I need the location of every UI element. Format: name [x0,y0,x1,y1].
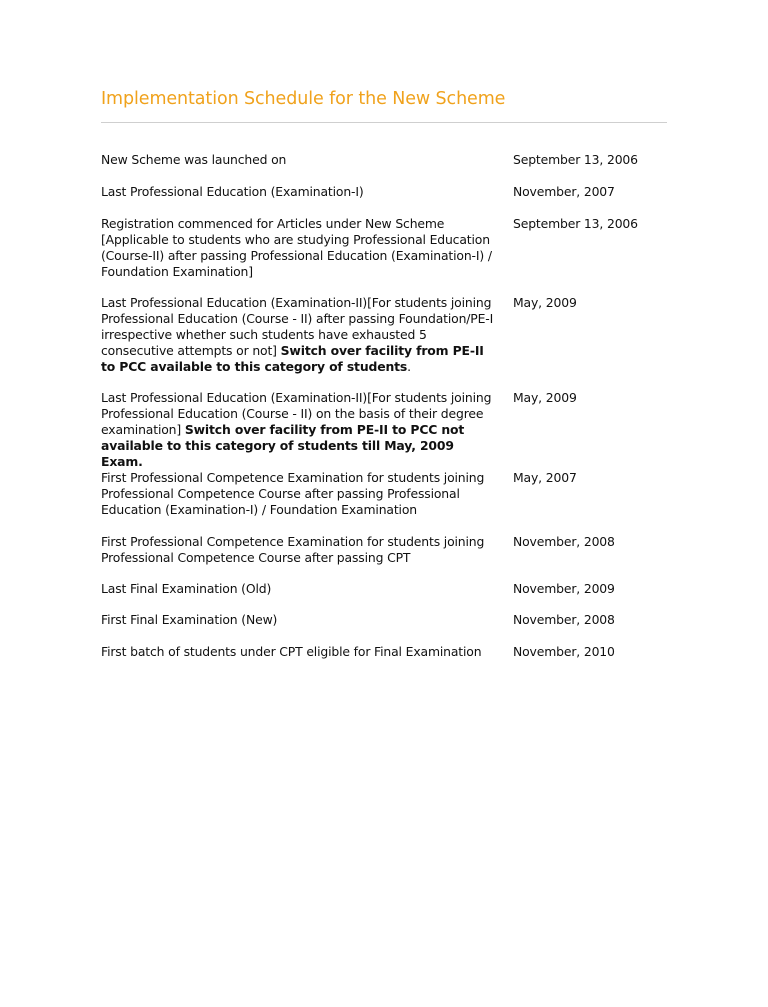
schedule-row [101,581,667,612]
event-description: Registration commenced for Articles under New Scheme [Applicable to students who are studying Professional Education (Course-II) after passing Professional Education (Examination-I) / Foundation Examination] [101,216,492,279]
event-date: September 13, 2006 [513,152,638,167]
event-description: Last Professional Education (Examination-I) [101,184,364,199]
event-date: November, 2010 [513,644,615,659]
event-description: First Final Examination (New) [101,612,278,627]
event-punctuation: . [407,359,411,374]
event-date: May, 2009 [513,295,577,310]
event-description: First Professional Competence Examination for students joining Professional Competence Course after passing Professional Education (Examination-I) / Foundation Examination [101,470,485,517]
schedule-row [101,216,667,295]
event-description: First Professional Competence Examination for students joining Professional Competence Course after passing CPT [101,534,485,565]
page-title: Implementation Schedule for the New Scheme [101,89,506,109]
schedule-row [101,612,667,644]
event-description: Last Final Examination (Old) [101,581,272,596]
schedule-row [101,152,667,184]
event-emphasis: Switch over facility from PE-II to PCC available to this category of students [101,343,484,374]
schedule-row [101,534,667,581]
event-date: May, 2007 [513,470,577,485]
event-text: Last Professional Education (Examination-II)[For students joining Professional Education (Course - II) after passing Foundation/PE-I irrespective whether such students have exhausted 5 consecutive attempts or not] [101,295,494,358]
schedule-row [101,470,667,534]
event-emphasis: Switch over facility from PE-II to PCC not available to this category of students till May, 2009 Exam. [101,422,465,469]
event-description [101,390,507,470]
event-date: November, 2008 [513,534,615,549]
event-description: New Scheme was launched on [101,152,287,167]
event-description: First batch of students under CPT eligible for Final Examination [101,644,482,659]
event-date: May, 2009 [513,390,577,405]
schedule-row [101,390,667,470]
schedule-row [101,184,667,216]
event-date: November, 2009 [513,581,615,596]
event-text: Last Professional Education (Examination-II)[For students joining Professional Education (Course - II) on the basis of their degree examination] [101,390,492,437]
schedule-table [101,152,667,676]
event-date: September 13, 2006 [513,216,638,231]
schedule-row [101,295,667,390]
schedule-row [101,644,667,676]
event-date: November, 2007 [513,184,615,199]
event-date: November, 2008 [513,612,615,627]
event-description [101,295,507,390]
title-divider [101,122,667,123]
